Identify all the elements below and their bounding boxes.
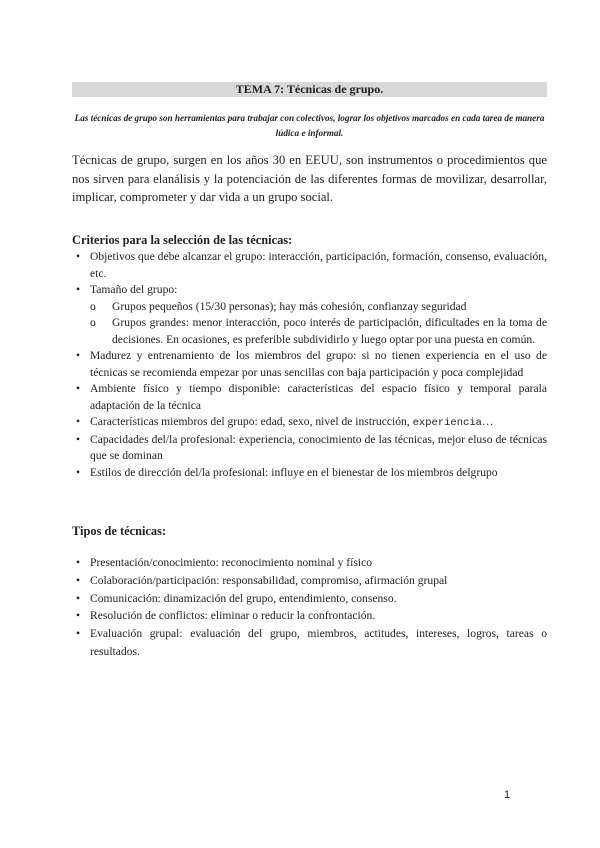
item-text: Colaboración/participación: responsabilidad, compromiso, afirmación grupal bbox=[90, 573, 448, 587]
item-text: Objetivos que debe alcanzar el grupo: interacción, participación, formación, consenso, evaluación, etc. bbox=[90, 250, 547, 280]
item-text: Capacidades del/la profesional: experiencia, conocimiento de las técnicas, mejor eluso de técnicas que se dominan bbox=[90, 432, 547, 462]
list-item bbox=[76, 572, 547, 590]
item-text: Madurez y entrenamiento de los miembros del grupo: si no tienen experiencia en el uso de técnicas se recomienda empezar por unas sencillas con baja participación y poca complejidad bbox=[90, 349, 547, 379]
item-text: Comunicación: dinamización del grupo, entendimiento, consenso. bbox=[90, 591, 397, 605]
list-item bbox=[76, 282, 547, 348]
bullet-icon: • bbox=[76, 349, 81, 362]
list-item bbox=[76, 465, 547, 482]
item-text: Ambiente físico y tiempo disponible: características del espacio físico y temporal parala adaptación de la técnica bbox=[90, 382, 547, 412]
circle-bullet-icon: o bbox=[90, 316, 96, 329]
page-number: 1 bbox=[504, 789, 511, 801]
list-item bbox=[90, 299, 547, 316]
criterios-list bbox=[72, 249, 547, 481]
page-title: TEMA 7: Técnicas de grupo. bbox=[72, 82, 547, 97]
bullet-icon: • bbox=[76, 415, 81, 428]
list-item bbox=[76, 414, 547, 432]
item-text: Grupos pequeños (15/30 personas); hay más cohesión, confianzay seguridad bbox=[112, 299, 467, 313]
subtitle: Las técnicas de grupo son herramientas para trabajar con colectivos, lograr los objetivos marcados en cada tarea de manera lúdica e informal. bbox=[74, 113, 545, 138]
list-item bbox=[76, 607, 547, 625]
bullet-icon: • bbox=[76, 609, 81, 623]
item-text: Tamaño del grupo: bbox=[90, 283, 178, 296]
list-item bbox=[76, 554, 547, 572]
item-text: Evaluación grupal: evaluación del grupo, miembros, actitudes, intereses, logros, tareas o resultados. bbox=[90, 627, 547, 658]
list-item bbox=[76, 432, 547, 465]
bullet-icon: • bbox=[76, 382, 81, 395]
list-item bbox=[76, 348, 547, 381]
bullet-icon: • bbox=[76, 432, 81, 446]
circle-bullet-icon: o bbox=[90, 299, 96, 313]
bullet-icon: • bbox=[76, 556, 81, 569]
ellipsis: … bbox=[481, 415, 494, 428]
criterios-heading: Criterios para la selección de las técnicas: bbox=[72, 233, 293, 247]
item-text: Características miembros del grupo: edad, sexo, nivel de instrucción, bbox=[90, 415, 413, 428]
bullet-icon: • bbox=[76, 573, 81, 587]
bullet-icon: • bbox=[76, 627, 81, 641]
group-size-sublist bbox=[90, 299, 547, 349]
item-text-mono: experiencia bbox=[412, 417, 482, 429]
item-text: Presentación/conocimiento: reconocimiento nominal y físico bbox=[90, 556, 373, 569]
item-text: Estilos de dirección del/la profesional: influye en el bienestar de los miembros delgrupo bbox=[90, 465, 498, 479]
tipos-heading: Tipos de técnicas: bbox=[72, 524, 167, 538]
list-item bbox=[90, 315, 547, 348]
bullet-icon: • bbox=[76, 591, 81, 605]
bullet-icon: • bbox=[76, 250, 81, 263]
item-text: Resolución de conflictos: eliminar o reducir la confrontación. bbox=[90, 609, 376, 623]
tipos-list bbox=[72, 554, 547, 661]
list-item bbox=[76, 625, 547, 661]
intro-paragraph: Técnicas de grupo, surgen en los años 30 en EEUU, son instrumentos o procedimientos que nos sirven para elanálisis y la potenciación de las diferentes formas de movilizar, desarrollar, implicar, comprometer y dar vida a un grupo social. bbox=[72, 153, 547, 204]
list-item bbox=[76, 249, 547, 282]
list-item bbox=[76, 590, 547, 608]
list-item bbox=[76, 381, 547, 414]
bullet-icon: • bbox=[76, 283, 81, 296]
item-text: Grupos grandes: menor interacción, poco interés de participación, dificultades en la toma de decisiones. En ocasiones, es preferible subdividirlo y luego optar por una puesta en común. bbox=[112, 316, 547, 346]
bullet-icon: • bbox=[76, 465, 81, 479]
